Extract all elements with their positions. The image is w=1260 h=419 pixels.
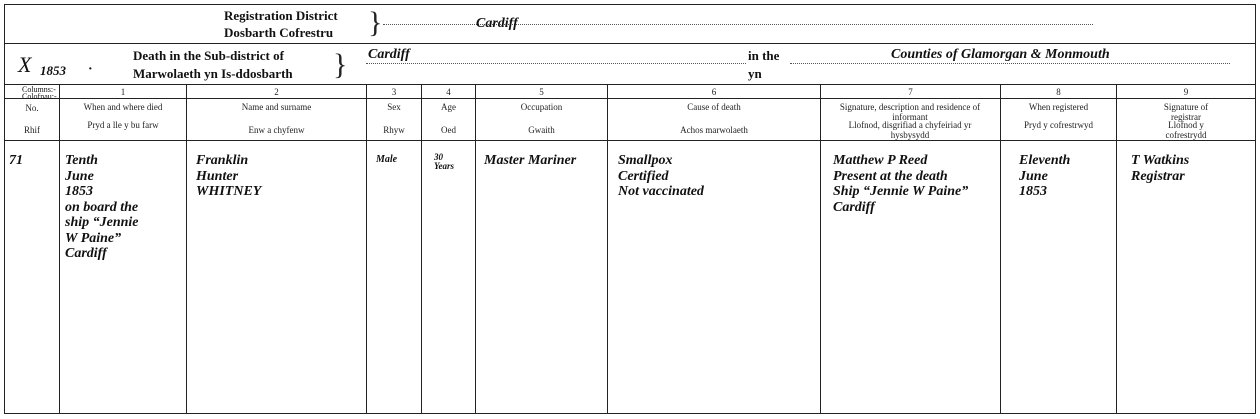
colhead-age-cy: Oed (441, 125, 456, 135)
when-where-line: on board the (65, 199, 139, 215)
entry-cause (618, 153, 818, 200)
colhead-informant-cy: Llofnod, disgrifiad a chyfeiriad yr hysbysydd (848, 120, 972, 140)
registered-line: Eleventh (1019, 153, 1071, 168)
death-subdistrict-label-cy: Marwolaeth yn Is-ddosbarth (133, 66, 293, 81)
column-number-4: 4 (446, 87, 451, 97)
reg-district-label-en: Registration District (224, 8, 338, 23)
rule-under-district (4, 43, 1256, 44)
age-value: 30 (434, 152, 443, 162)
col-sep-1 (59, 85, 60, 413)
cause-line: Certified (618, 168, 669, 184)
column-number-3: 3 (391, 87, 397, 97)
entry-registered (1019, 153, 1114, 200)
rule-under-colheads (4, 140, 1256, 141)
column-number-6: 6 (711, 87, 717, 97)
death-subdistrict-label-en: Death in the Sub-district of (133, 48, 284, 63)
when-where-line: Tenth (65, 153, 98, 168)
name-line: Franklin (196, 153, 249, 168)
colhead-when-where-en: When and where died (83, 102, 163, 112)
col-sep-7 (820, 85, 821, 413)
in-the-label-en: in the (748, 48, 780, 63)
name-line: WHITNEY (196, 184, 262, 199)
county-value: Counties of Glamorgan & Monmouth (891, 47, 1110, 62)
year-prefix-mark: X (18, 52, 32, 77)
reg-district-label-cy: Dosbarth Cofrestru (224, 25, 334, 40)
when-where-line: W Paine” (65, 230, 122, 246)
colhead-occupation-en: Occupation (520, 102, 563, 112)
informant-line: Matthew P Reed (833, 153, 928, 168)
col-sep-9 (1116, 85, 1117, 413)
column-number-2: 2 (274, 87, 279, 97)
cause-line: Smallpox (618, 153, 673, 168)
colhead-occupation-cy: Gwaith (528, 125, 555, 135)
registered-line: June (1019, 168, 1048, 184)
columns-label-cy: Colofnau:- (22, 92, 57, 101)
when-where-line: ship “Jennie (65, 215, 139, 230)
column-number-1: 1 (120, 87, 126, 97)
column-number-5: 5 (539, 87, 544, 97)
in-the-label-cy: yn (748, 66, 762, 81)
colhead-sex-en: Sex (387, 102, 401, 112)
colhead-cause-en: Cause of death (687, 102, 741, 112)
colhead-informant-en: Signature, description and residence of informant (839, 102, 981, 122)
frame-left (4, 4, 5, 414)
registered-line: 1853 (1019, 184, 1047, 199)
frame-top (4, 4, 1256, 5)
reg-district-value: Cardiff (476, 16, 518, 31)
colhead-registered-cy: Pryd y cofrestrwyd (1024, 120, 1093, 130)
colhead-when-where-cy: Pryd a lle y bu farw (87, 120, 159, 130)
reg-district-brace: } (368, 6, 383, 39)
colhead-registrar-en: Signature of registrar (1163, 102, 1209, 122)
informant-line: Present at the death (833, 168, 948, 184)
colhead-registered-en: When registered (1028, 102, 1089, 112)
registrar-line: T Watkins (1131, 153, 1190, 168)
colhead-registrar-cy: Llofnod y cofrestrydd (1165, 120, 1207, 140)
entry-informant (833, 153, 999, 215)
entry-age (434, 153, 454, 171)
age-unit: Years (434, 161, 454, 171)
colhead-name-cy: Enw a chyfenw (248, 125, 305, 135)
colhead-name-en: Name and surname (241, 102, 312, 112)
columns-label-en: Columns:- (22, 85, 56, 94)
when-where-line: Cardiff (65, 246, 107, 261)
subdistrict-value: Cardiff (368, 47, 410, 62)
year-dot: · (88, 62, 93, 77)
column-number-7: 7 (908, 87, 913, 97)
rule-under-colnums (4, 98, 1256, 99)
column-number-8: 8 (1056, 87, 1061, 97)
when-where-line: 1853 (65, 184, 93, 199)
colhead-no-cy: Rhif (23, 125, 40, 135)
subdistrict-brace: } (333, 48, 348, 81)
entry-number: 71 (9, 153, 23, 168)
colhead-age-en: Age (441, 102, 456, 112)
colhead-cause-cy: Achos marwolaeth (680, 125, 748, 135)
column-number-9: 9 (1183, 87, 1189, 97)
informant-line: Ship “Jennie W Paine” (833, 184, 969, 199)
when-where-line: June (65, 168, 94, 184)
entry-name (196, 153, 364, 200)
entry-occupation: Master Mariner (484, 153, 577, 168)
entry-registrar (1131, 153, 1251, 184)
cause-line: Not vaccinated (618, 184, 704, 199)
subdistrict-dotted-line (366, 63, 746, 64)
frame-bottom (4, 413, 1256, 414)
entry-sex: Male (376, 154, 398, 165)
county-dotted-line (790, 63, 1230, 64)
colhead-sex-cy: Rhyw (383, 125, 405, 135)
colhead-no-en: No. (25, 103, 39, 113)
rule-under-subdistrict (4, 84, 1256, 85)
col-sep-8 (1000, 85, 1001, 413)
frame-right (1255, 4, 1256, 414)
informant-line: Cardiff (833, 199, 875, 215)
registrar-line: Registrar (1131, 168, 1185, 184)
name-line: Hunter (196, 168, 239, 184)
year-value: 1853 (40, 63, 66, 78)
entry-when-where (65, 153, 185, 262)
